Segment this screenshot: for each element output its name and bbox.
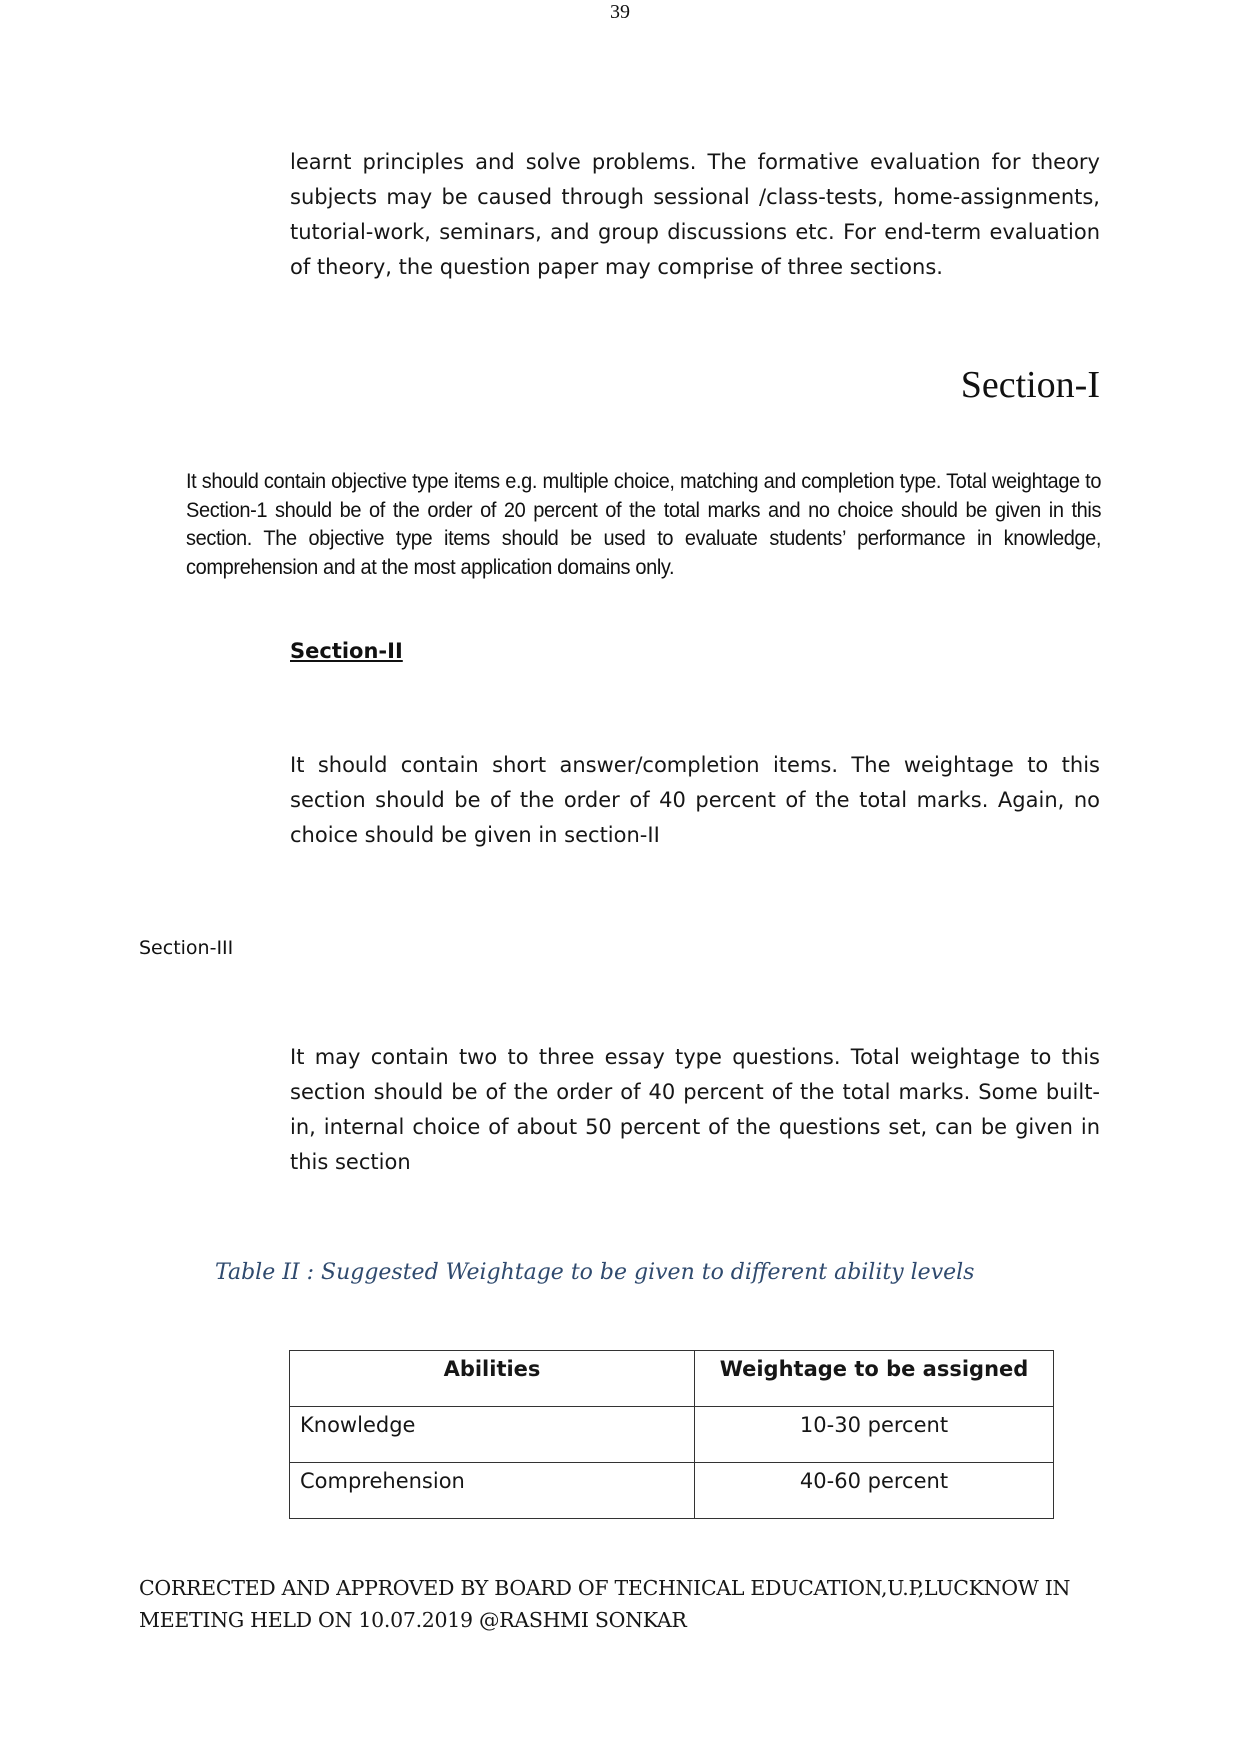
footer-note [139,1572,1070,1636]
table-header-row [290,1351,1054,1407]
intro-paragraph: learnt principles and solve problems. The formative evaluation for theory subjects may be caused through sessional /class-tests, home-assignments, tutorial-work, seminars, and group discussions etc. For end-term evaluation of theory, the question paper may comprise of three sections. [290,150,1100,279]
table-row [290,1407,1054,1463]
table-cell-weightage: 40-60 percent [695,1463,1054,1519]
section-3-heading: Section-III [139,937,234,959]
table-caption: Table II : Suggested Weightage to be given to different ability levels [215,1260,975,1285]
table-row [290,1463,1054,1519]
section-2-paragraph: It should contain short answer/completion items. The weightage to this section should be of the order of 40 percent of the total marks. Again, no choice should be given in section-II [290,753,1100,847]
table-cell-weightage: 10-30 percent [695,1407,1054,1463]
weightage-table [289,1350,1054,1519]
table-cell-ability: Knowledge [290,1407,695,1463]
page-number: 39 [610,1,630,23]
section-1-heading: Section-I [960,364,1100,406]
table-header-weightage: Weightage to be assigned [695,1351,1054,1407]
table-cell-ability: Comprehension [290,1463,695,1519]
section-2-heading: Section-II [290,639,403,663]
footer-line-2: MEETING HELD ON 10.07.2019 @RASHMI SONKAR [139,1608,687,1632]
section-1-paragraph: It should contain objective type items e.g. multiple choice, matching and completion type. Total weightage to Section-1 should be of the order of 20 percent of the total marks and no choice should be given in this section. The objective type items should be used to evaluate students’ performance in knowledge, comprehension and at the most application domains only. [186,469,1102,579]
footer-line-1: CORRECTED AND APPROVED BY BOARD OF TECHNICAL EDUCATION,U.P,LUCKNOW IN [139,1576,1071,1600]
section-3-paragraph: It may contain two to three essay type questions. Total weightage to this section should be of the order of 40 percent of the total marks. Some built-in, internal choice of about 50 percent of the questions set, can be given in this section [290,1045,1100,1174]
table-header-abilities: Abilities [290,1351,695,1407]
